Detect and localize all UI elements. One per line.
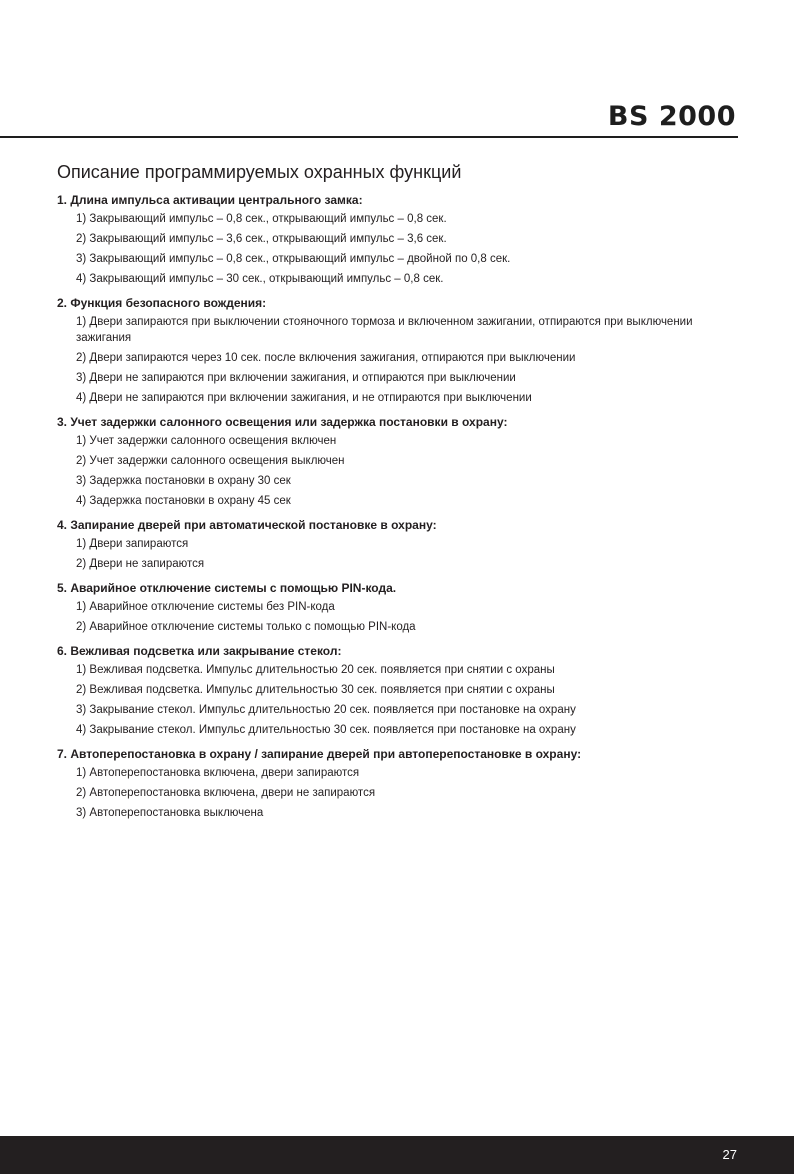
- option-item: 4) Закрывание стекол. Импульс длительностью 30 сек. появляется при постановке на охрану: [76, 724, 576, 736]
- option-item: 2) Вежливая подсветка. Импульс длительностью 30 сек. появляется при снятии с охраны: [76, 684, 555, 696]
- option-list: [57, 662, 697, 738]
- option-item: 2) Закрывающий импульс – 3,6 сек., открывающий импульс – 3,6 сек.: [76, 233, 447, 245]
- option-item: 4) Задержка постановки в охрану 45 сек: [76, 495, 291, 507]
- option-item: 3) Закрывание стекол. Импульс длительностью 20 сек. появляется при постановке на охрану: [76, 704, 576, 716]
- page-number: 27: [722, 1147, 737, 1162]
- section-heading: 3. Учет задержки салонного освещения или задержка постановки в охрану:: [57, 415, 508, 429]
- function-section: [57, 412, 697, 509]
- option-item: 3) Автоперепостановка выключена: [76, 807, 264, 819]
- section-heading: 7. Автоперепостановка в охрану / запирание дверей при автоперепостановке в охрану:: [57, 747, 582, 761]
- header-divider: [0, 136, 738, 138]
- function-section: [57, 578, 697, 635]
- option-item: 3) Закрывающий импульс – 0,8 сек., открывающий импульс – двойной по 0,8 сек.: [76, 253, 511, 265]
- section-heading: 2. Функция безопасного вождения:: [57, 296, 267, 310]
- option-item: 2) Аварийное отключение системы только с помощью PIN-кода: [76, 621, 416, 633]
- function-section: [57, 190, 697, 287]
- option-item: 2) Двери запираются через 10 сек. после включения зажигания, отпираются при выключении: [76, 352, 576, 364]
- section-heading: 5. Аварийное отключение системы с помощью PIN-кода.: [57, 581, 397, 595]
- option-item: 2) Учет задержки салонного освещения выключен: [76, 455, 345, 467]
- option-item: 3) Двери не запираются при включении зажигания, и отпираются при выключении: [76, 372, 516, 384]
- option-list: [57, 433, 697, 509]
- option-item: 1) Двери запираются при выключении стояночного тормоза и включенном зажигании, отпираются при выключении зажигания: [76, 316, 693, 344]
- function-section: [57, 744, 697, 821]
- option-list: [57, 211, 697, 287]
- option-item: 4) Закрывающий импульс – 30 сек., открывающий импульс – 0,8 сек.: [76, 273, 444, 285]
- option-list: [57, 599, 697, 635]
- option-item: 3) Задержка постановки в охрану 30 сек: [76, 475, 291, 487]
- option-item: 2) Двери не запираются: [76, 558, 205, 570]
- section-heading: 6. Вежливая подсветка или закрывание стекол:: [57, 644, 342, 658]
- option-item: 4) Двери не запираются при включении зажигания, и не отпираются при выключении: [76, 392, 532, 404]
- section-heading: 4. Запирание дверей при автоматической постановке в охрану:: [57, 518, 437, 532]
- page-title: Описание программируемых охранных функций: [57, 162, 462, 182]
- option-list: [57, 536, 697, 572]
- section-heading: 1. Длина импульса активации центрального замка:: [57, 193, 363, 207]
- option-item: 1) Закрывающий импульс – 0,8 сек., открывающий импульс – 0,8 сек.: [76, 213, 447, 225]
- option-item: 1) Аварийное отключение системы без PIN-кода: [76, 601, 335, 613]
- option-list: [57, 765, 697, 821]
- brand-logo: BS 2000: [607, 101, 736, 132]
- function-section: [57, 293, 697, 406]
- function-section: [57, 515, 697, 572]
- function-list: [57, 190, 697, 827]
- option-item: 1) Автоперепостановка включена, двери запираются: [76, 767, 360, 779]
- option-item: 1) Учет задержки салонного освещения включен: [76, 435, 337, 447]
- function-section: [57, 641, 697, 738]
- option-item: 1) Вежливая подсветка. Импульс длительностью 20 сек. появляется при снятии с охраны: [76, 664, 555, 676]
- option-list: [57, 314, 697, 406]
- option-item: 2) Автоперепостановка включена, двери не запираются: [76, 787, 376, 799]
- footer-bar: [0, 1136, 794, 1174]
- option-item: 1) Двери запираются: [76, 538, 189, 550]
